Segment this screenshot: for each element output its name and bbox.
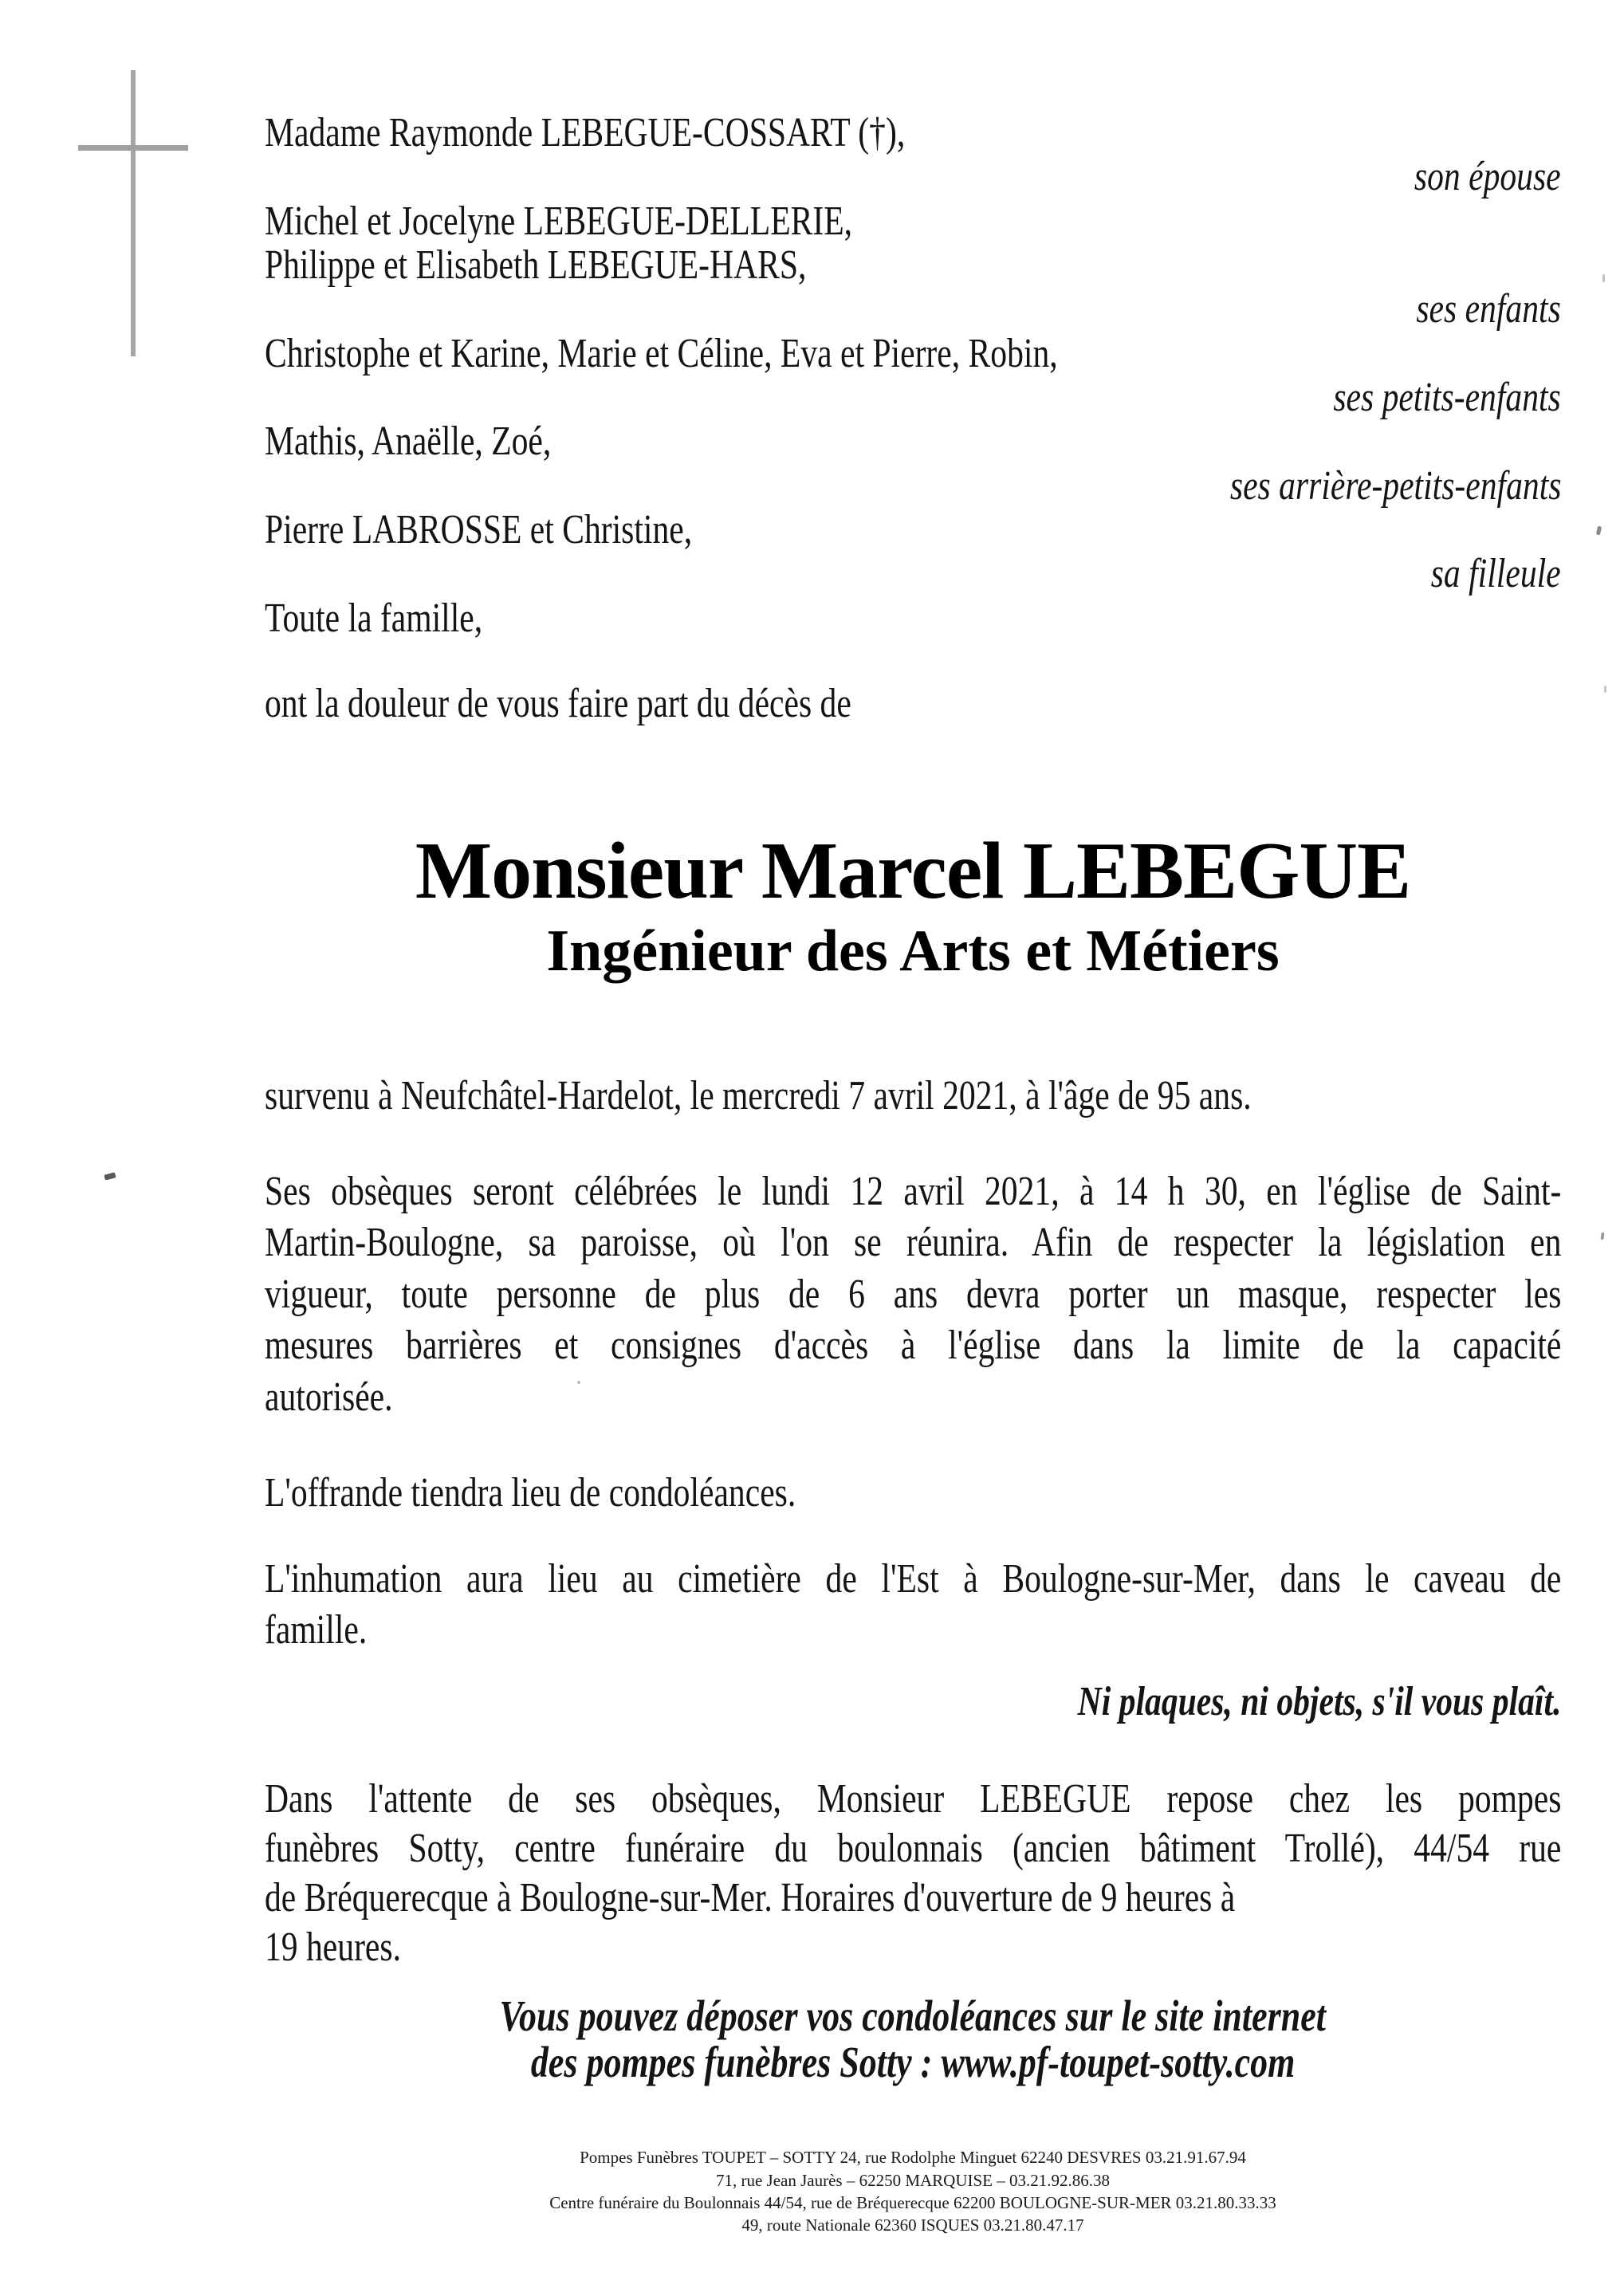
deceased-title: Ingénieur des Arts et Métiers xyxy=(546,918,1280,984)
cross-icon-horizontal-bar xyxy=(78,145,188,151)
funeral-paragraph-line: autorisée. xyxy=(265,1374,393,1420)
funeral-paragraph-line: vigueur, toute personne de plus de 6 ans devra porter un masque, respecter les xyxy=(265,1272,1562,1317)
announcement-line xyxy=(265,683,1561,725)
family-member-text: Madame Raymonde LEBEGUE-COSSART (†), xyxy=(265,110,906,155)
family-member-line xyxy=(265,421,1561,462)
kinship-label xyxy=(265,463,1582,509)
no-plaques-request-line: Ni plaques, ni objets, s'il vous plaît. xyxy=(1077,1679,1561,1724)
offering-line: L'offrande tiendra lieu de condoléances. xyxy=(265,1470,796,1516)
funeral-paragraph-line: Ses obsèques seront célébrées le lundi 12 avril 2021, à 14 h 30, en l'église de Saint- xyxy=(265,1169,1562,1214)
funeral-home-address-line: Pompes Funèbres TOUPET – SOTTY 24, rue Rodolphe Minguet 62240 DESVRES 03.21.91.67.94 xyxy=(580,2148,1246,2167)
family-member-line xyxy=(265,201,1561,242)
deceased-name: Monsieur Marcel LEBEGUE xyxy=(415,826,1411,916)
kinship-label-text: son épouse xyxy=(1414,154,1561,199)
scan-speck xyxy=(1600,1233,1604,1240)
scan-speck xyxy=(1602,274,1605,282)
scan-speck xyxy=(1596,526,1602,536)
repose-paragraph-line: 19 heures. xyxy=(265,1924,401,1970)
burial-paragraph-line: L'inhumation aura lieu au cimetière de l'Est à Boulogne-sur-Mer, dans le caveau de xyxy=(265,1556,1562,1602)
scan-speck xyxy=(1604,686,1606,693)
funeral-paragraph-line: mesures barrières et consignes d'accès à l'église dans la limite de la capacité xyxy=(265,1323,1562,1368)
death-details-line: survenu à Neufchâtel-Hardelot, le mercredi 7 avril 2021, à l'âge de 95 ans. xyxy=(265,1073,1252,1119)
family-member-line xyxy=(265,333,1561,375)
family-member-text: Philippe et Elisabeth LEBEGUE-HARS, xyxy=(265,242,807,288)
announcement-text: ont la douleur de vous faire part du décès de xyxy=(265,681,851,726)
kinship-label xyxy=(265,553,1582,595)
family-member-line xyxy=(265,598,1561,639)
funeral-paragraph-line: Martin-Boulogne, sa paroisse, où l'on se réunira. Afin de respecter la législation en xyxy=(265,1220,1562,1265)
kinship-label xyxy=(265,156,1582,198)
kinship-label-text: ses enfants xyxy=(1416,286,1561,332)
burial-paragraph-line: famille. xyxy=(265,1607,368,1653)
kinship-label xyxy=(265,377,1582,419)
online-condolences-website-line: des pompes funèbres Sotty : www.pf-toupet-sotty.com xyxy=(530,2038,1296,2086)
kinship-label-text: ses arrière-petits-enfants xyxy=(1229,463,1561,509)
kinship-label-text: ses petits-enfants xyxy=(1333,375,1561,420)
scan-speck xyxy=(577,1381,580,1384)
family-member-text: Christophe et Karine, Marie et Céline, Eva et Pierre, Robin, xyxy=(265,331,1058,376)
scan-speck xyxy=(104,1172,116,1180)
family-member-text: Michel et Jocelyne LEBEGUE-DELLERIE, xyxy=(265,199,853,244)
family-member-line xyxy=(265,112,1561,154)
online-condolences-line: Vous pouvez déposer vos condoléances sur le site internet xyxy=(499,1991,1327,2040)
funeral-home-address-line: 71, rue Jean Jaurès – 62250 MARQUISE – 03.21.92.86.38 xyxy=(715,2171,1111,2190)
cross-icon-vertical-bar xyxy=(131,70,136,356)
family-member-text: Toute la famille, xyxy=(265,596,483,641)
kinship-label xyxy=(265,286,1582,332)
family-member-line xyxy=(265,509,1561,551)
repose-paragraph-line: de Bréquerecque à Boulogne-sur-Mer. Horaires d'ouverture de 9 heures à xyxy=(265,1875,1236,1921)
funeral-home-address-line: Centre funéraire du Boulonnais 44/54, rue de Bréquerecque 62200 BOULOGNE-SUR-MER 03.21.80.33.33 xyxy=(549,2193,1276,2212)
family-member-text: Pierre LABROSSE et Christine, xyxy=(265,507,693,552)
family-member-line xyxy=(265,242,1561,288)
repose-paragraph-line: funèbres Sotty, centre funéraire du boulonnais (ancien bâtiment Trollé), 44/54 rue xyxy=(265,1826,1562,1871)
kinship-label-text: sa filleule xyxy=(1431,551,1561,596)
family-member-text: Mathis, Anaëlle, Zoé, xyxy=(265,419,552,464)
repose-paragraph-line: Dans l'attente de ses obsèques, Monsieur LEBEGUE repose chez les pompes xyxy=(265,1776,1562,1822)
funeral-home-address-line: 49, route Nationale 62360 ISQUES 03.21.80.47.17 xyxy=(741,2215,1084,2235)
